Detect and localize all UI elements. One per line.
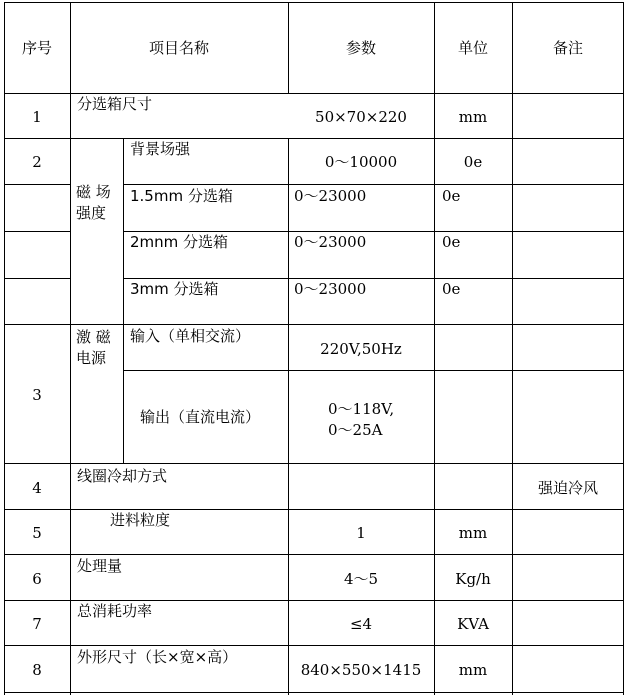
row-unit: 0e — [463, 153, 483, 171]
row-unit: 0e — [442, 280, 461, 298]
row-name: 处理量 — [77, 557, 123, 575]
table-rule — [4, 231, 70, 232]
row-name: 3mm 分选箱 — [130, 280, 219, 298]
table-rule — [123, 184, 624, 185]
row-parameter: 0～23000 — [294, 233, 367, 251]
row-parameter: 4～5 — [343, 570, 379, 588]
column-divider — [70, 2, 71, 695]
table-rule — [4, 324, 624, 325]
table-border-top — [4, 2, 624, 3]
table-rule — [4, 463, 624, 464]
column-divider — [434, 2, 435, 695]
table-rule — [123, 370, 624, 371]
row-parameter: ≤4 — [349, 615, 373, 633]
row-unit: Kg/h — [455, 570, 491, 588]
table-rule — [123, 231, 624, 232]
group-label-magnetic-field: 磁 场 强度 — [76, 183, 111, 222]
table-border-bottom — [4, 692, 624, 693]
row-name: 输出（直流电流） — [140, 408, 261, 426]
header-index: 序号 — [21, 39, 53, 57]
column-divider — [288, 2, 289, 93]
row-parameter: 0～23000 — [294, 187, 367, 205]
row-index: 1 — [32, 108, 42, 126]
row-unit: mm — [458, 661, 488, 679]
header-unit: 单位 — [457, 39, 489, 57]
table-rule — [4, 93, 624, 94]
row-parameter: 0～23000 — [294, 280, 367, 298]
row-name: 分选箱尺寸 — [77, 95, 153, 113]
row-parameter: 220V,50Hz — [320, 340, 402, 358]
table-border-right — [623, 2, 624, 695]
header-parameter: 参数 — [345, 39, 377, 57]
row-index: 5 — [32, 524, 42, 542]
table-rule — [4, 509, 624, 510]
row-name: 总消耗功率 — [77, 602, 153, 620]
row-unit: mm — [458, 524, 488, 542]
column-divider — [123, 138, 124, 464]
row-unit: 0e — [442, 187, 461, 205]
row-remark: 强迫冷风 — [537, 479, 599, 497]
row-index: 6 — [32, 570, 42, 588]
row-name: 背景场强 — [130, 140, 191, 158]
row-name: 1.5mm 分选箱 — [130, 187, 233, 205]
row-index: 7 — [32, 615, 42, 633]
group-label-excitation-power: 激 磁 电源 — [76, 328, 111, 367]
row-unit: 0e — [442, 233, 461, 251]
table-rule — [4, 600, 624, 601]
table-rule — [4, 184, 70, 185]
header-remark: 备注 — [552, 39, 584, 57]
row-name: 2mnm 分选箱 — [130, 233, 229, 251]
row-unit: KVA — [457, 615, 489, 633]
row-name: 外形尺寸（长×宽×高） — [77, 648, 238, 666]
row-parameter: 1 — [356, 524, 366, 542]
column-divider — [288, 138, 289, 695]
row-parameter: 0～10000 — [324, 153, 398, 171]
table-rule — [4, 138, 624, 139]
row-index: 8 — [32, 661, 42, 679]
row-parameter: 0～118V, 0～25A — [328, 400, 395, 439]
row-parameter: 840×550×1415 — [300, 661, 422, 679]
row-name: 输入（单相交流） — [130, 327, 251, 345]
row-unit: mm — [458, 108, 488, 126]
table-rule — [4, 554, 624, 555]
row-parameter: 50×70×220 — [315, 108, 407, 126]
column-divider — [512, 2, 513, 695]
table-rule — [4, 278, 70, 279]
table-rule — [4, 645, 624, 646]
header-item-name: 项目名称 — [148, 39, 210, 57]
row-name: 进料粒度 — [110, 511, 171, 529]
table-rule — [123, 278, 624, 279]
row-index: 2 — [32, 153, 42, 171]
row-index: 4 — [32, 479, 42, 497]
table-border-left — [4, 2, 5, 695]
row-index: 3 — [32, 386, 42, 404]
row-name: 线圈冷却方式 — [77, 467, 168, 485]
